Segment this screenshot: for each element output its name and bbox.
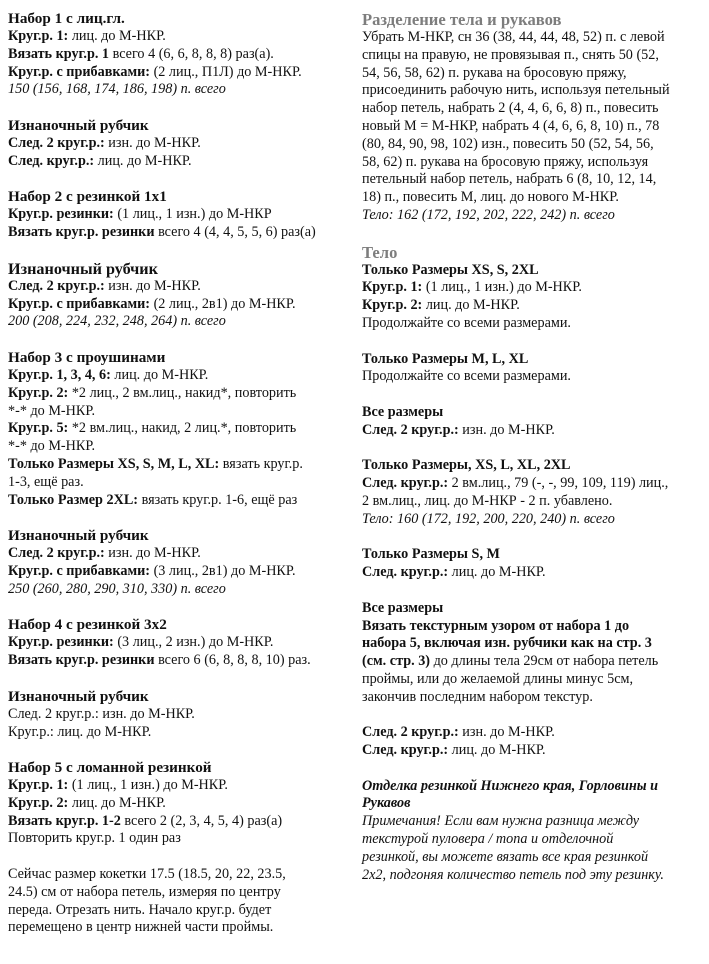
text-run: спицы на правую, не провязывая п., снять 50 (52,	[362, 46, 659, 63]
text-line	[362, 404, 704, 422]
section	[8, 188, 342, 242]
text-line	[362, 368, 704, 386]
text-line	[8, 795, 342, 813]
text-line	[362, 189, 704, 207]
section	[362, 778, 704, 885]
text-run: (3 лиц., 2в1) до М-НКР.	[153, 562, 296, 579]
text-line	[362, 653, 704, 671]
text-run: След. 2 круг.р.: изн. до М-НКР.	[8, 705, 195, 722]
bold-run: Вязать круг.р. резинки	[8, 652, 159, 669]
text-line	[362, 742, 704, 760]
text-run: вязать круг.р.	[222, 455, 303, 472]
text-line	[8, 724, 342, 742]
text-line	[8, 902, 342, 920]
text-run: 1-3, ещё раз.	[8, 473, 84, 490]
text-line	[362, 475, 704, 493]
text-line	[362, 262, 704, 280]
text-line	[362, 671, 704, 689]
text-line	[8, 296, 342, 314]
text-line	[362, 154, 704, 172]
text-line	[362, 351, 704, 369]
section	[8, 866, 342, 937]
text-line	[8, 81, 342, 99]
italic-run: 200 (208, 224, 232, 248, 264) п. всего	[8, 313, 226, 330]
section-heading: Изнаночный рубчик	[8, 687, 149, 705]
text-run: до длины тела 29см от набора петель	[433, 653, 659, 670]
section	[362, 600, 704, 707]
text-run: Продолжайте со всеми размерами.	[362, 314, 571, 331]
section	[362, 404, 704, 440]
bold-run: набора 5, включая изн. рубчики как на стр. 3	[362, 635, 652, 652]
text-line	[8, 919, 342, 937]
italic-run: 150 (156, 168, 174, 186, 198) п. всего	[8, 81, 226, 98]
text-run: всего 2 (2, 3, 4, 5, 4) раз(а)	[124, 812, 283, 829]
right-column	[362, 0, 704, 884]
text-line	[8, 385, 342, 403]
section	[362, 724, 704, 760]
section-heading: Набор 3 с проушинами	[8, 348, 166, 366]
section	[8, 260, 342, 331]
bold-run: След. 2 круг.р.:	[362, 724, 463, 741]
section	[362, 243, 704, 333]
text-run: набор петель, набрать 2 (4, 4, 6, 6, 8) п., повесить	[362, 100, 659, 117]
text-run: 58, 62) п. рукава на бросовую пряжу, используя	[362, 153, 649, 170]
text-line	[362, 493, 704, 511]
bold-run: Все размеры	[362, 599, 444, 616]
section	[8, 688, 342, 742]
italic-run: Тело: 162 (172, 192, 202, 222, 242) п. всего	[362, 206, 615, 223]
text-run: всего 4 (4, 4, 5, 5, 6) раз(а)	[158, 224, 316, 241]
text-line	[8, 135, 342, 153]
bold-italic-run: Отделка резинкой Нижнего края, Горловины и	[362, 777, 659, 794]
text-run: петельный набор петель, набрать 6 (8, 10, 12, 14,	[362, 171, 657, 188]
section-heading: Тело	[362, 242, 398, 262]
bold-run: Вязать текстурным узором от набора 1 до	[362, 617, 630, 634]
text-run: лиц. до М-НКР.	[71, 794, 166, 811]
text-run: (80, 84, 90, 98, 102) изн., повесить 50 (52, 54, 56,	[362, 135, 654, 152]
bold-run: Круг.р. резинки:	[8, 206, 118, 223]
left-column	[8, 0, 342, 937]
bold-run: След. 2 круг.р.:	[8, 134, 109, 151]
text-line	[8, 866, 342, 884]
text-run: 18) п., повесить М, лиц. до нового М-НКР.	[362, 189, 619, 206]
text-run: лиц. до М-НКР.	[451, 564, 546, 581]
bold-run: Круг.р. 1:	[362, 279, 426, 296]
section	[8, 117, 342, 171]
text-run: Круг.р.: лиц. до М-НКР.	[8, 723, 152, 740]
bold-run: Только Размеры XS, S, M, L, XL:	[8, 455, 223, 472]
text-run: закончив последним набором текстур.	[362, 688, 593, 705]
text-line	[8, 313, 342, 331]
section	[8, 759, 342, 848]
bold-italic-run: Рукавов	[362, 795, 411, 812]
bold-run: Круг.р. 1:	[8, 777, 72, 794]
text-run: *-* до М-НКР.	[8, 402, 96, 419]
text-line	[362, 600, 704, 618]
text-run: (1 лиц., 1 изн.) до М-НКР	[117, 206, 272, 223]
text-run: *-* до М-НКР.	[8, 438, 96, 455]
italic-run: текстурой пуловера / топа и отделочной	[362, 831, 614, 848]
italic-run: 2x2, подгоняя количество петель под эту резинку.	[362, 866, 664, 883]
text-run: (2 лиц., 2в1) до М-НКР.	[153, 295, 296, 312]
text-run: 54, 56, 58, 62) п. рукава на бросовую пряжу,	[362, 64, 627, 81]
text-line	[8, 46, 342, 64]
text-run: 24.5) см от набора петель, измеряя по центру	[8, 883, 281, 900]
text-run: Продолжайте со всеми размерами.	[362, 368, 571, 385]
bold-run: След. 2 круг.р.:	[8, 545, 109, 562]
section-heading: Набор 1 с лиц.гл.	[8, 10, 125, 27]
text-line	[362, 778, 704, 796]
section	[8, 616, 342, 670]
section-heading: Набор 2 с резинкой 1x1	[8, 188, 167, 206]
bold-run: Все размеры	[362, 403, 444, 420]
bold-run: Круг.р. с прибавками:	[8, 562, 154, 579]
text-line	[362, 564, 704, 582]
text-line	[8, 652, 342, 670]
text-line	[362, 100, 704, 118]
italic-run: резинкой, вы можете вязать все края резинкой	[362, 848, 649, 865]
section-heading: Изнаночный рубчик	[8, 527, 149, 545]
text-run: всего 4 (6, 6, 8, 8, 8) раз(а).	[112, 45, 274, 62]
bold-run: Вязать круг.р. 1-2	[8, 812, 125, 829]
text-run: перемещено в центр нижней части проймы.	[8, 919, 274, 936]
text-run: присоединить рабочую нить, используя петельный	[362, 82, 670, 99]
text-line	[8, 153, 342, 171]
text-run: лиц. до М-НКР.	[114, 366, 209, 383]
text-line	[8, 278, 342, 296]
text-line	[362, 689, 704, 707]
text-line	[362, 422, 704, 440]
text-line	[8, 367, 342, 385]
text-line	[8, 403, 342, 421]
text-run: изн. до М-НКР.	[108, 277, 201, 294]
text-line	[8, 474, 342, 492]
text-line	[8, 830, 342, 848]
bold-run: Вязать круг.р. 1	[8, 45, 113, 62]
section-heading: Изнаночный рубчик	[8, 259, 158, 278]
text-line	[8, 438, 342, 456]
bold-run: След. круг.р.:	[8, 152, 98, 169]
bold-run: Круг.р. резинки:	[8, 634, 118, 651]
text-line	[8, 206, 342, 224]
bold-run: Круг.р. 1:	[8, 28, 72, 44]
text-run: (3 лиц., 2 изн.) до М-НКР.	[117, 634, 274, 651]
section-heading: Набор 5 с ломанной резинкой	[8, 759, 212, 777]
text-run: *2 вм.лиц., накид, 2 лиц.*, повторить	[71, 420, 297, 437]
bold-run: Вязать круг.р. резинки	[8, 224, 159, 241]
text-line	[8, 28, 342, 46]
bold-run: (см. стр. 3)	[362, 653, 434, 670]
section	[362, 351, 704, 387]
text-run: изн. до М-НКР.	[108, 134, 201, 151]
text-line	[362, 279, 704, 297]
text-line	[362, 831, 704, 849]
italic-run: Примечания! Если вам нужна разница между	[362, 813, 640, 830]
text-run: *2 лиц., 2 вм.лиц., накид*, повторить	[71, 384, 297, 401]
text-line	[8, 456, 342, 474]
bold-run: Круг.р. 5:	[8, 420, 72, 437]
text-line	[362, 867, 704, 885]
text-run: лиц. до М-НКР.	[425, 297, 520, 314]
text-run: проймы, или до желаемой длины минус 5см,	[362, 670, 634, 687]
section-heading: Изнаночный рубчик	[8, 116, 149, 134]
text-line	[8, 64, 342, 82]
text-line	[8, 545, 342, 563]
text-run: 2 вм.лиц., 79 (-, -, 99, 109, 119) лиц.,	[451, 475, 669, 492]
bold-run: След. 2 круг.р.:	[8, 277, 109, 294]
text-run: лиц. до М-НКР.	[97, 152, 192, 169]
bold-run: След. круг.р.:	[362, 742, 452, 759]
text-line	[362, 47, 704, 65]
text-line	[362, 82, 704, 100]
bold-run: Только Размеры M, L, XL	[362, 350, 529, 367]
text-line	[362, 171, 704, 189]
text-line	[362, 65, 704, 83]
text-line	[362, 457, 704, 475]
text-line	[8, 563, 342, 581]
text-line	[362, 546, 704, 564]
bold-run: След. круг.р.:	[362, 564, 452, 581]
text-line	[8, 492, 342, 510]
text-run: Повторить круг.р. 1 один раз	[8, 830, 181, 847]
bold-run: Круг.р. 2:	[8, 794, 72, 811]
text-line	[362, 118, 704, 136]
text-line	[8, 420, 342, 438]
italic-run: 250 (260, 280, 290, 310, 330) п. всего	[8, 580, 226, 597]
bold-run: Круг.р. с прибавками:	[8, 295, 154, 312]
bold-run: Только Размеры S, M	[362, 546, 500, 563]
text-line	[362, 315, 704, 333]
section	[8, 527, 342, 598]
text-run: новый М = М-НКР, набрать 4 (4, 6, 6, 8, 10) п., 78	[362, 117, 660, 134]
text-run: (2 лиц., П1Л) до М-НКР.	[153, 63, 302, 80]
text-line	[362, 618, 704, 636]
section	[362, 546, 704, 582]
text-line	[362, 813, 704, 831]
text-run: изн. до М-НКР.	[462, 421, 555, 438]
text-run: переда. Отрезать нить. Начало круг.р. будет	[8, 901, 272, 918]
bold-run: Круг.р. 2:	[362, 297, 426, 314]
text-line	[362, 724, 704, 742]
section	[362, 10, 704, 225]
text-line	[362, 207, 704, 225]
text-line	[362, 297, 704, 315]
bold-run: След. круг.р.:	[362, 475, 452, 492]
text-run: (1 лиц., 1 изн.) до М-НКР.	[71, 777, 228, 794]
section	[8, 349, 342, 509]
bold-run: Только Размер 2XL:	[8, 491, 142, 508]
text-run: Убрать М-НКР, сн 36 (38, 44, 44, 48, 52) п. с левой	[362, 29, 665, 45]
bold-run: След. 2 круг.р.:	[362, 421, 463, 438]
text-line	[362, 849, 704, 867]
section-heading: Разделение тела и рукавов	[362, 10, 562, 29]
bold-run: Круг.р. 2:	[8, 384, 72, 401]
text-run: всего 6 (6, 8, 8, 8, 10) раз.	[158, 652, 311, 669]
text-run: вязать круг.р. 1-6, ещё раз	[141, 491, 298, 508]
text-line	[8, 634, 342, 652]
text-run: лиц. до М-НКР.	[71, 28, 166, 44]
text-line	[8, 884, 342, 902]
bold-run: Круг.р. 1, 3, 4, 6:	[8, 366, 115, 383]
text-run: изн. до М-НКР.	[462, 724, 555, 741]
text-run: (1 лиц., 1 изн.) до М-НКР.	[425, 279, 582, 296]
text-line	[8, 813, 342, 831]
text-line	[362, 136, 704, 154]
text-run: 2 вм.лиц., лиц. до М-НКР - 2 п. убавлено.	[362, 492, 613, 509]
bold-run: Только Размеры, XS, L, XL, 2XL	[362, 457, 571, 474]
text-line	[362, 29, 704, 47]
text-run: лиц. до М-НКР.	[451, 742, 546, 759]
text-line	[8, 706, 342, 724]
text-line	[362, 795, 704, 813]
section-heading: Набор 4 с резинкой 3x2	[8, 616, 167, 634]
text-line	[8, 777, 342, 795]
text-line	[362, 511, 704, 529]
text-run: Сейчас размер кокетки 17.5 (18.5, 20, 22, 23.5,	[8, 866, 286, 883]
text-line	[8, 224, 342, 242]
bold-run: Круг.р. с прибавками:	[8, 63, 154, 80]
text-line	[8, 581, 342, 599]
bold-run: Только Размеры XS, S, 2XL	[362, 261, 539, 278]
section	[8, 10, 342, 99]
text-line	[362, 635, 704, 653]
section	[362, 457, 704, 528]
italic-run: Тело: 160 (172, 192, 200, 220, 240) п. всего	[362, 510, 615, 527]
text-run: изн. до М-НКР.	[108, 545, 201, 562]
